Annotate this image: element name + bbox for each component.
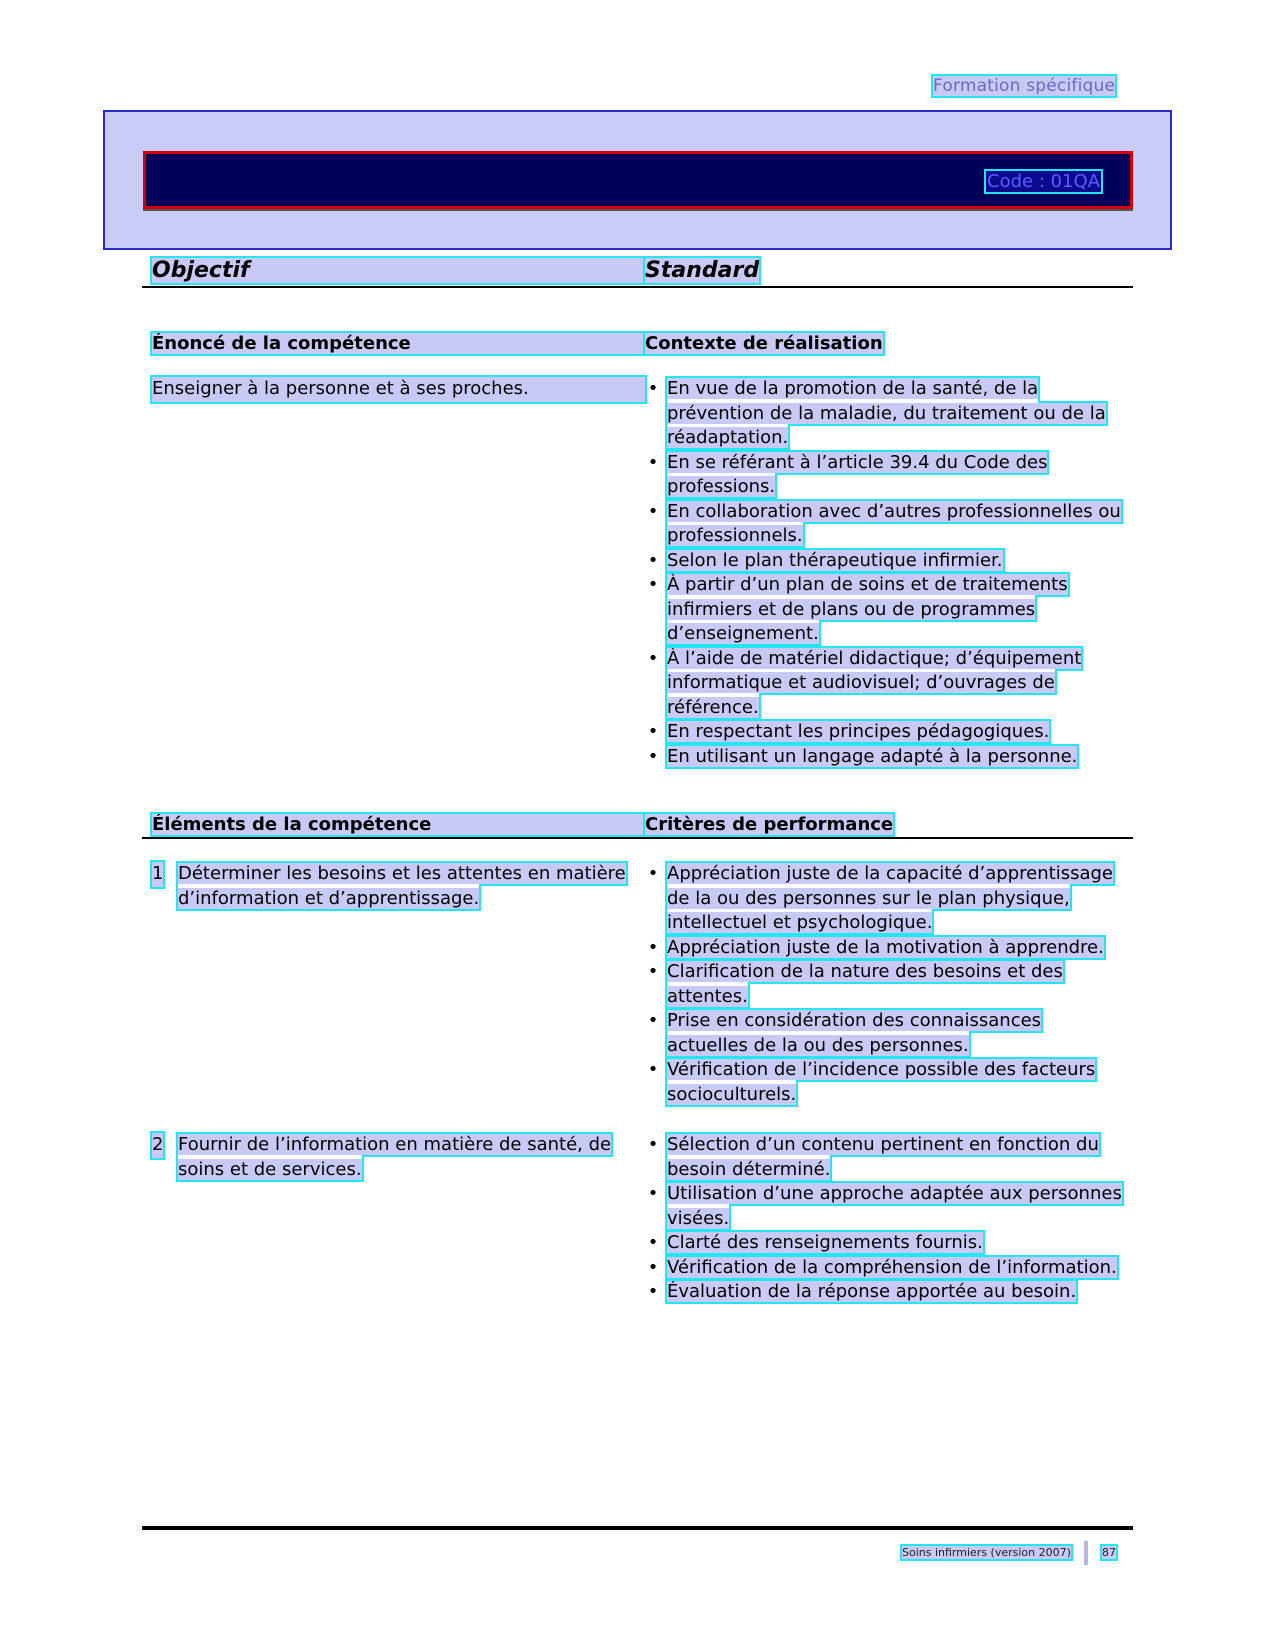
bullet-icon: • — [647, 451, 659, 473]
list-item-text: À partir d’un plan de soins et de traitements infirmiers et de plans ou de programmes d’enseignement. — [667, 574, 1068, 644]
competence-statement: Enseigner à la personne et à ses proches. — [152, 377, 645, 402]
list-item-text: Utilisation d’une approche adaptée aux personnes visées. — [667, 1183, 1122, 1229]
list-item-text: En respectant les principes pédagogiques. — [667, 721, 1050, 742]
bullet-icon: • — [647, 1134, 659, 1155]
footer-document-title: Soins infirmiers (version 2007) — [902, 1546, 1071, 1559]
bullet-icon: • — [647, 378, 659, 399]
header-bar — [143, 151, 1133, 209]
list-item-text: À l’aide de matériel didactique; d’équipement informatique et audiovisuel; d’ouvrages de référence. — [667, 647, 1082, 718]
list-item-text: Évaluation de la réponse apportée au besoin. — [667, 1281, 1077, 1302]
list-item — [645, 549, 1125, 574]
list-item — [645, 1133, 1125, 1182]
list-item-text: Prise en considération des connaissances actuelles de la ou des personnes. — [667, 1010, 1042, 1056]
criteria-list — [645, 1133, 1125, 1305]
list-item — [645, 936, 1125, 961]
bullet-icon: • — [647, 1232, 659, 1253]
list-item-text: Appréciation juste de la capacité d’apprentissage de la ou des personnes sur le plan physique, intellectuel et psychologique. — [667, 863, 1113, 933]
element-number: 1 — [152, 862, 163, 887]
bullet-icon: • — [647, 936, 659, 958]
list-item-text: Clarté des renseignements fournis. — [667, 1232, 983, 1253]
bullet-icon: • — [647, 574, 659, 595]
list-item-text: Sélection d’un contenu pertinent en fonction du besoin déterminé. — [667, 1134, 1099, 1180]
list-item — [645, 960, 1125, 1009]
element-text: Fournir de l’information en matière de santé, de soins et de services. — [178, 1134, 612, 1180]
list-item — [645, 1009, 1125, 1058]
page-number: 87 — [1102, 1546, 1116, 1559]
competence-element — [152, 1133, 632, 1182]
list-item — [645, 573, 1125, 647]
heading-rule — [142, 286, 1133, 288]
statement-heading: Énoncé de la compétence — [152, 333, 645, 354]
program-label: Formation spécifique — [933, 76, 1116, 96]
objective-heading: Objectif — [152, 258, 652, 283]
list-item — [645, 745, 1125, 770]
competence-element — [152, 862, 632, 911]
list-item — [645, 862, 1125, 936]
list-item-text: Selon le plan thérapeutique infirmier. — [667, 549, 1003, 571]
bullet-icon: • — [647, 961, 659, 982]
list-item-text: En utilisant un langage adapté à la personne. — [667, 745, 1078, 767]
list-item-text: En se référant à l’article 39.4 du Code des professions. — [667, 451, 1048, 497]
element-number: 2 — [152, 1133, 163, 1158]
context-heading: Contexte de réalisation — [645, 333, 883, 354]
bullet-icon: • — [647, 1059, 659, 1080]
list-item-text: Clarification de la nature des besoins et des attentes. — [667, 961, 1063, 1007]
list-item — [645, 500, 1125, 549]
bullet-icon: • — [647, 745, 659, 767]
bullet-icon: • — [647, 1183, 659, 1204]
list-item — [645, 1058, 1125, 1107]
code-label: Code : 01QA — [987, 171, 1100, 192]
list-item — [645, 647, 1125, 721]
list-item — [645, 451, 1125, 500]
standard-heading: Standard — [645, 258, 760, 283]
list-item — [645, 377, 1125, 451]
element-text: Déterminer les besoins et les attentes en matière d’information et d’apprentissage. — [178, 863, 626, 909]
list-item — [645, 1182, 1125, 1231]
list-item — [645, 1231, 1125, 1256]
header-frame — [103, 110, 1172, 250]
criteria-heading: Critères de performance — [645, 814, 894, 835]
list-item-text: En collaboration avec d’autres professionnelles ou professionnels. — [667, 500, 1121, 546]
bullet-icon: • — [647, 549, 659, 571]
bullet-icon: • — [647, 500, 659, 522]
criteria-list — [645, 862, 1125, 1107]
elements-heading: Éléments de la compétence — [152, 814, 645, 835]
bullet-icon: • — [647, 863, 659, 884]
footer-separator — [1084, 1541, 1088, 1565]
list-item-text: En vue de la promotion de la santé, de la prévention de la maladie, du traitement ou de la réadaptation. — [667, 378, 1106, 448]
list-item — [645, 720, 1125, 745]
bullet-icon: • — [647, 721, 659, 742]
bullet-icon: • — [647, 647, 659, 669]
bullet-icon: • — [647, 1281, 659, 1302]
bullet-icon: • — [647, 1256, 659, 1278]
list-item-text: Appréciation juste de la motivation à apprendre. — [667, 936, 1104, 958]
context-list — [645, 377, 1125, 769]
bullet-icon: • — [647, 1010, 659, 1031]
footer-rule — [142, 1526, 1133, 1530]
list-item-text: Vérification de l’incidence possible des facteurs socioculturels. — [667, 1059, 1096, 1105]
list-item — [645, 1256, 1125, 1281]
list-item-text: Vérification de la compréhension de l’information. — [667, 1256, 1117, 1278]
list-item — [645, 1280, 1125, 1305]
elements-rule — [142, 837, 1133, 839]
